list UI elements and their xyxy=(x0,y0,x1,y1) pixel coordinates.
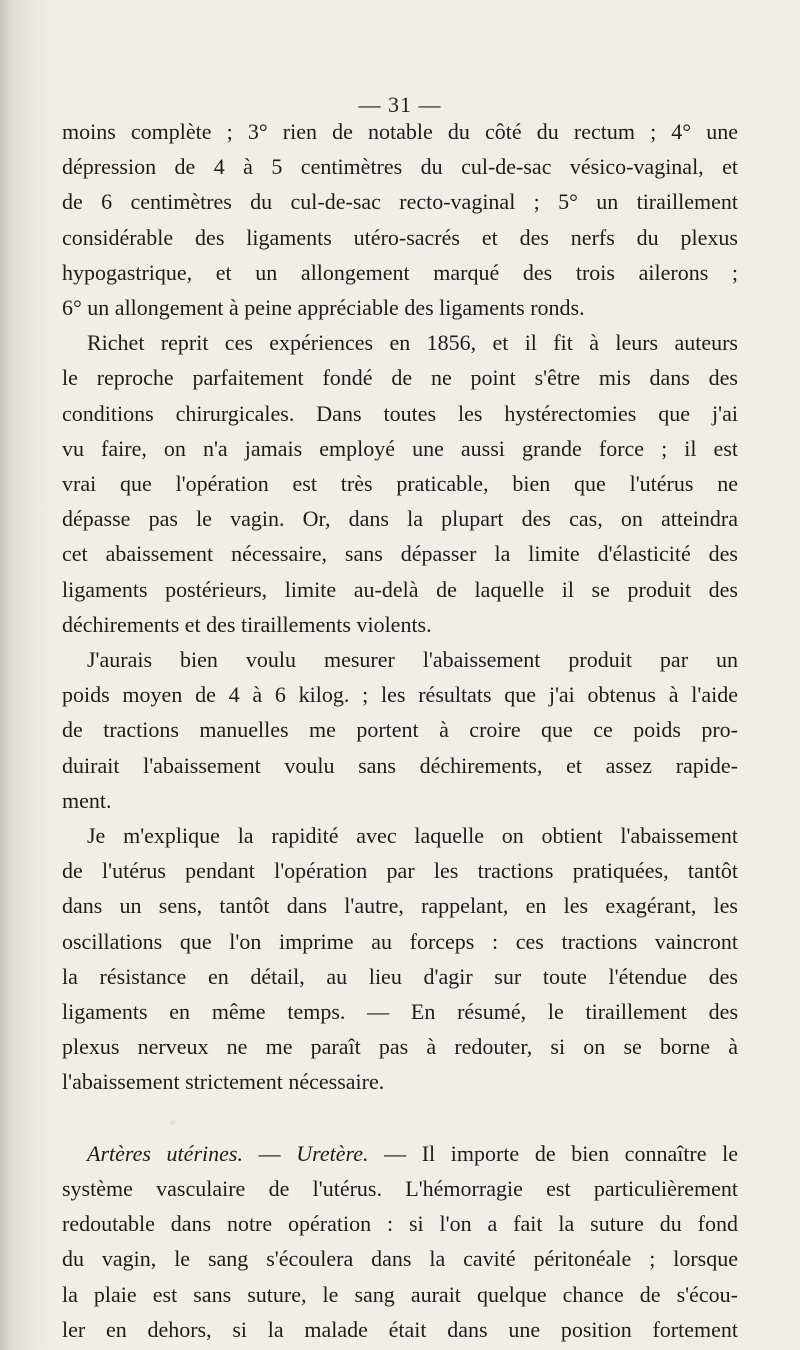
section-heading-uretere: Uretère. xyxy=(296,1140,369,1166)
em-dash: — xyxy=(368,1140,422,1166)
text-line: système vasculaire de l'utérus. L'hémorragie est particulièrement xyxy=(62,1175,738,1201)
paragraph xyxy=(62,818,738,1100)
text-line: considérable des ligaments utéro-sacrés et des nerfs du plexus xyxy=(62,224,738,250)
paragraph xyxy=(62,114,738,325)
text-line: 6° un allongement à peine appréciable des ligaments ronds. xyxy=(62,295,585,321)
text-line: dépasse pas le vagin. Or, dans la plupart des cas, on atteindra xyxy=(62,506,738,532)
text-line: dépression de 4 à 5 centimètres du cul-de-sac vésico-vaginal, et xyxy=(62,154,738,180)
text-line: J'aurais bien voulu mesurer l'abaissement produit par un xyxy=(87,647,738,673)
text-run: Il importe de bien connaître le xyxy=(421,1140,739,1166)
text-line: de tractions manuelles me portent à croire que ce poids pro- xyxy=(62,717,738,743)
text-line: l'abaissement strictement nécessaire. xyxy=(62,1069,385,1095)
text-line: du vagin, le sang s'écoulera dans la cavité péritonéale ; lorsque xyxy=(62,1246,738,1272)
text-line: vrai que l'opération est très praticable, bien que l'utérus ne xyxy=(62,471,738,497)
text-line: ligaments postérieurs, limite au-delà de laquelle il se produit des xyxy=(62,576,738,602)
text-line: de l'utérus pendant l'opération par les tractions pratiquées, tantôt xyxy=(62,858,738,884)
text-line: déchirements et des tiraillements violents. xyxy=(62,611,432,637)
page-number: — 31 — xyxy=(358,92,442,117)
body-text xyxy=(62,114,738,1347)
section-heading-arteres: Artères utérines. xyxy=(87,1140,243,1166)
text-line: vu faire, on n'a jamais employé une aussi grande force ; il est xyxy=(62,435,738,461)
text-line: cet abaissement nécessaire, sans dépasser la limite d'élasticité des xyxy=(62,541,738,567)
text-line: redoutable dans notre opération : si l'on a fait la suture du fond xyxy=(62,1211,738,1237)
text-line: ligaments en même temps. — En résumé, le tiraillement des xyxy=(62,999,738,1025)
text-line: Je m'explique la rapidité avec laquelle on obtient l'abaissement xyxy=(87,823,738,849)
text-line: la plaie est sans suture, le sang aurait quelque chance de s'écou- xyxy=(62,1281,738,1307)
text-line: hypogastrique, et un allongement marqué des trois ailerons ; xyxy=(62,259,738,285)
paragraph xyxy=(62,642,738,818)
text-line: de 6 centimètres du cul-de-sac recto-vaginal ; 5° un tiraillement xyxy=(62,189,738,215)
text-line: poids moyen de 4 à 6 kilog. ; les résultats que j'ai obtenus à l'aide xyxy=(62,682,738,708)
section-first-line xyxy=(62,1136,738,1171)
text-line: le reproche parfaitement fondé de ne point s'être mis dans des xyxy=(62,365,738,391)
text-line: duirait l'abaissement voulu sans déchirements, et assez rapide- xyxy=(62,752,738,778)
text-line: dans un sens, tantôt dans l'autre, rappelant, en les exagérant, les xyxy=(62,893,738,919)
text-line: la résistance en détail, au lieu d'agir sur toute l'étendue des xyxy=(62,963,738,989)
text-line: ment. xyxy=(62,787,112,813)
em-dash: — xyxy=(242,1140,297,1166)
text-line: moins complète ; 3° rien de notable du côté du rectum ; 4° une xyxy=(62,119,738,144)
text-line: plexus nerveux ne me paraît pas à redouter, si on se borne à xyxy=(62,1034,738,1060)
section-spacer xyxy=(62,1100,738,1136)
text-line: oscillations que l'on imprime au forceps : ces tractions vaincront xyxy=(62,928,738,954)
text-line: conditions chirurgicales. Dans toutes les hystérectomies que j'ai xyxy=(62,400,738,426)
text-line: ler en dehors, si la malade était dans une position fortement xyxy=(62,1316,738,1342)
text-line: Richet reprit ces expériences en 1856, et il fit à leurs auteurs xyxy=(87,330,738,356)
section-paragraph xyxy=(62,1136,738,1347)
paragraph xyxy=(62,325,738,642)
